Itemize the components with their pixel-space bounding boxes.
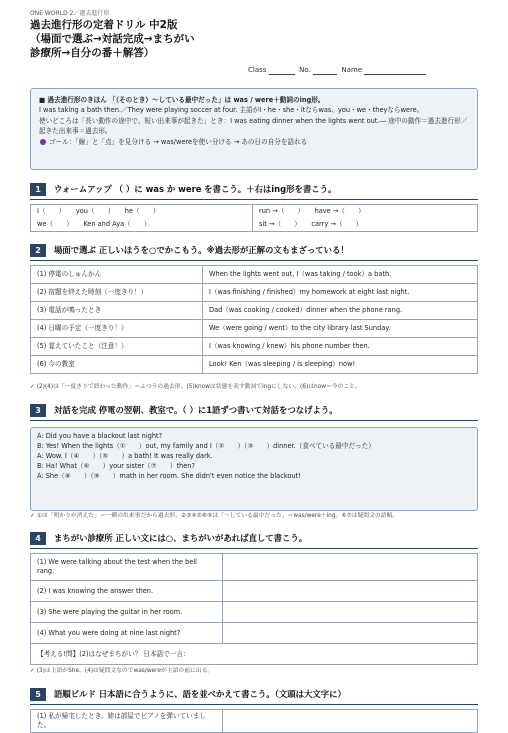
table-row (31, 266, 478, 284)
answer-cell[interactable] (223, 554, 478, 581)
think-question: 【考える!問】(2)はなぜまちがい？ 日本語で一言： (37, 649, 190, 658)
sentence-cell[interactable]: Dad（was cooking / cooked）dinner when the phone rang. (203, 302, 478, 320)
dialog-line[interactable]: A: She（⑧ ）（⑨ ）math in her room. She didn't even notice the blackout! (37, 471, 301, 480)
scene-cell: (4) 日曜の予定（一度きり！） (31, 320, 203, 338)
name-field[interactable] (364, 67, 426, 75)
worksheet-series: ONE WORLD 2／過去進行形 (30, 10, 110, 17)
warmup-ken-aya[interactable]: Ken and Aya（ ） (83, 219, 151, 228)
table-row (31, 320, 478, 338)
warmup-right-row-2 (253, 218, 478, 231)
number-field[interactable] (313, 67, 337, 75)
answer-cell[interactable] (223, 602, 478, 623)
section-3-heading (30, 404, 478, 417)
scene-cell: (6) 今の教室 (31, 356, 203, 374)
sentence-cell[interactable]: We（were going / went）to the city library last Sunday. (203, 320, 478, 338)
worksheet-title (30, 19, 260, 61)
warmup-carry[interactable]: carry →（ ） (311, 219, 363, 228)
warmup-left-row-1 (31, 205, 253, 218)
section-3-rule (30, 420, 478, 421)
table-row (31, 623, 478, 644)
section-1-title: ウォームアップ （ ）に was か were を書こう。＋右はing形を書こう。 (54, 183, 337, 194)
scene-cell: (2) 宿題を終えた時刻（一度きり！） (31, 284, 203, 302)
info-goal-text: ゴール：「線」と「点」を見分ける → was/wereを使い分ける → あの日の自分を語れる (49, 137, 308, 146)
warmup-right-row-1 (253, 205, 478, 218)
dialog-box (30, 427, 478, 511)
table-row (31, 356, 478, 374)
section-4-number: 4 (30, 532, 46, 545)
warmup-sit[interactable]: sit →（ ） (259, 219, 301, 228)
name-label: Name (341, 66, 363, 74)
info-goal (39, 137, 469, 147)
title-line-2: （場面で選ぶ→対話完成→まちがい (30, 32, 195, 45)
warmup-run[interactable]: run →（ ） (259, 207, 305, 215)
title-line-1: 過去進行形の定着ドリル 中2版 (30, 19, 178, 31)
grammar-info-box (30, 88, 478, 170)
no-label: No. (299, 66, 311, 74)
answer-cell[interactable] (223, 623, 478, 644)
warmup-i[interactable]: I（ ） (37, 207, 66, 215)
answer-cell[interactable] (223, 710, 478, 733)
sentence-cell[interactable]: Look! Ken（was sleeping / is sleeping）now! (203, 356, 478, 374)
class-label: Class (248, 66, 267, 74)
section-5-table (30, 709, 478, 733)
warmup-we[interactable]: we（ ） (37, 219, 73, 228)
section-1-rule (30, 199, 478, 200)
section-5-title: 語順ビルド 日本語に合うように、語を並べかえて書こう。（文頭は大文字に） (54, 688, 346, 699)
error-sentence-cell: (1) We were talking about the test when the bell rang. (31, 554, 223, 581)
sentence-cell[interactable]: I（was knowing / knew）his phone number then. (203, 338, 478, 356)
warmup-have[interactable]: have →（ ） (314, 207, 365, 215)
class-name-line (248, 66, 426, 75)
table-row (31, 302, 478, 320)
section-1-heading (30, 183, 478, 196)
section-1-table (30, 204, 478, 232)
answer-cell[interactable] (223, 581, 478, 602)
sentence-cell[interactable]: I（was finishing / finished）my homework at eight last night. (203, 284, 478, 302)
section-3-note: ✓ ①は「明かりが消えた」＝一瞬の出来事だから過去形。②③④⑤⑧⑨は「～している最中だった」＝was/were＋ing。⑥⑦は疑問文の語順。 (30, 513, 399, 519)
error-sentence-cell: (4) What you were doing at nine last night? (31, 623, 223, 644)
table-row (31, 284, 478, 302)
warmup-you[interactable]: you（ ） (75, 207, 115, 215)
info-line-3: 使いどころは「長い動作の途中で、短い出来事が起きた」とき：I was eating dinner when the lights went out.― 途中の動作＝過去進行形／起きた出来事＝過去形。 (39, 116, 468, 136)
section-5-heading (30, 688, 478, 701)
think-question-cell[interactable] (31, 644, 478, 665)
table-row (31, 581, 478, 602)
dialog-line[interactable]: A: Wow. I（④ ）（⑤ ）a bath! It was really dark. (37, 451, 213, 460)
section-2-table (30, 265, 478, 374)
section-2-title: 場面で選ぶ 正しいほうを○でかこもう。※過去形が正解の文もまざっている！ (54, 244, 349, 255)
table-row (31, 710, 478, 733)
info-line-2: I was taking a bath then.／They were playing soccer at four. 主語がI・he・she・itならwas、you・we・theyならwere。 (39, 106, 424, 115)
section-3-number: 3 (30, 404, 46, 417)
sentence-cell[interactable]: When the lights went out, I（was taking / took）a bath. (203, 266, 478, 284)
section-4-table (30, 553, 478, 665)
scene-cell: (3) 電話が鳴ったとき (31, 302, 203, 320)
section-4-heading (30, 532, 478, 545)
error-sentence-cell: (3) She were playing the guitar in her room. (31, 602, 223, 623)
section-4-note: ✓ (3)は主語がShe。(4)は疑問文なのでwas/wereが主語の前に出る。 (30, 668, 214, 674)
dialog-line: A: Did you have a blackout last night? (37, 432, 163, 440)
reorder-prompt-cell: (1) 私が帰宅したとき、姉は部屋でピアノを弾いていました。 (31, 710, 223, 733)
dialog-line[interactable]: B: Yes! When the lights（① ）out, my family and I（② ）（③ ）dinner.（食べている最中だった） (37, 441, 375, 450)
section-2-heading (30, 244, 478, 257)
table-row (31, 338, 478, 356)
section-2-note: ✓ (2)(4)は「一度きりで終わった動作」＝ふつうの過去形。(5)knowは状態を表す動詞でingにしない。(6)はnow＝今のこと。 (30, 384, 361, 390)
section-4-title: まちがい診療所 正しい文には○、まちがいがあれば直して書こう。 (54, 532, 308, 543)
section-4-rule (30, 548, 478, 549)
dialog-line[interactable]: B: Ha! What（⑥ ）your sister（⑦ ）then? (37, 461, 195, 470)
goal-circle-icon (40, 139, 46, 145)
warmup-left-row-2 (31, 218, 253, 231)
section-2-number: 2 (30, 244, 46, 257)
scene-cell: (1) 停電のしゅんかん (31, 266, 203, 284)
section-3-title: 対話を完成 停電の翌朝、教室で。（ ）に1語ずつ書いて対話をつなげよう。 (54, 404, 338, 415)
section-1-number: 1 (30, 183, 46, 196)
table-row (31, 644, 478, 665)
warmup-he[interactable]: he（ ） (124, 207, 160, 215)
section-5-rule (30, 704, 478, 705)
error-sentence-cell: (2) I was knowing the answer then. (31, 581, 223, 602)
info-line-1: ■ 過去進行形のきほん 「（そのとき）～している最中だった」は was / were＋動詞のing形。 (39, 96, 325, 104)
section-2-rule (30, 260, 478, 261)
scene-cell: (5) 覚えていたこと（注意！） (31, 338, 203, 356)
table-row (31, 554, 478, 581)
section-5-number: 5 (30, 688, 46, 701)
class-field[interactable] (269, 67, 295, 75)
table-row (31, 602, 478, 623)
title-line-3: 診療所→自分の番＋解答） (30, 46, 155, 59)
